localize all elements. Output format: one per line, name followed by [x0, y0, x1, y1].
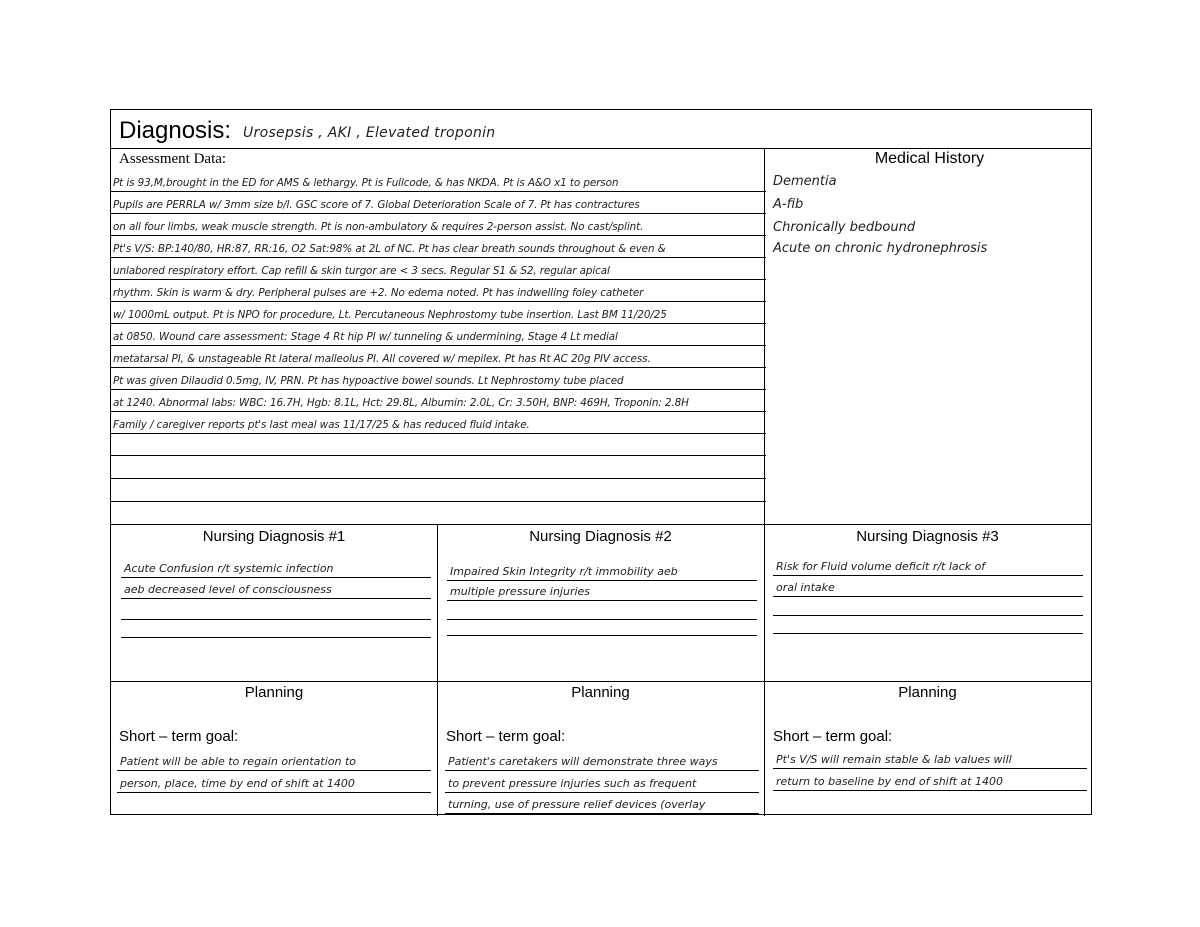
assessment-line: Family / caregiver reports pt's last meal was 11/17/25 & has reduced fluid intake. — [111, 412, 766, 434]
divider — [111, 524, 1091, 525]
goal-line: Patient's caretakers will demonstrate three ways — [445, 749, 759, 771]
medical-history-item: Chronically bedbound — [773, 220, 916, 235]
nursing-diagnosis-line: Impaired Skin Integrity r/t immobility aeb — [447, 561, 757, 581]
goal-line: to prevent pressure injuries such as frequent — [445, 771, 759, 793]
planning-3-title: Planning — [898, 684, 957, 701]
nursing-diagnosis-line — [773, 596, 1083, 616]
planning-2-title: Planning — [571, 684, 630, 701]
assessment-line: unlabored respiratory effort. Cap refill & skin turgor are < 3 secs. Regular S1 & S2, regular apical — [111, 258, 766, 280]
nursing-diagnosis-line: multiple pressure injuries — [447, 581, 757, 601]
short-term-goal-label: Short – term goal: — [446, 728, 566, 745]
nursing-diagnosis-line — [773, 614, 1083, 634]
diagnosis-label: Diagnosis: — [119, 117, 232, 144]
assessment-line: Pupils are PERRLA w/ 3mm size b/l. GSC score of 7. Global Deterioration Scale of 7. Pt has contractures — [111, 192, 766, 214]
nursing-diagnosis-line: aeb decreased level of consciousness — [121, 579, 431, 599]
divider — [111, 681, 1091, 682]
assessment-line — [111, 457, 766, 479]
short-term-goal-label: Short – term goal: — [773, 728, 893, 745]
diagnosis-value: Urosepsis , AKI , Elevated troponin — [243, 125, 496, 141]
assessment-line: on all four limbs, weak muscle strength. Pt is non-ambulatory & requires 2-person assist. No cast/splint. — [111, 214, 766, 236]
nursing-diagnosis-line: Acute Confusion r/t systemic infection — [121, 558, 431, 578]
care-plan-sheet — [110, 109, 1092, 815]
goal-line: Pt's V/S will remain stable & lab values will — [773, 747, 1087, 769]
nursing-diagnosis-line — [121, 600, 431, 620]
nursing-diagnosis-3-title: Nursing Diagnosis #3 — [856, 528, 999, 545]
nursing-diagnosis-line: oral intake — [773, 577, 1083, 597]
planning-1-title: Planning — [244, 684, 304, 701]
diagnosis-row — [111, 110, 1091, 148]
divider — [437, 524, 438, 816]
assessment-line: metatarsal PI, & unstageable Rt lateral malleolus PI. All covered w/ mepilex. Pt has Rt AC 20g PIV access. — [111, 346, 766, 368]
assessment-line: Pt is 93,M,brought in the ED for AMS & lethargy. Pt is Fullcode, & has NKDA. Pt is A&O x1 to person — [111, 170, 766, 192]
assessment-line: Pt was given Dilaudid 0.5mg, IV, PRN. Pt has hypoactive bowel sounds. Lt Nephrostomy tube placed — [111, 368, 766, 390]
nursing-diagnosis-2-title: Nursing Diagnosis #2 — [529, 528, 672, 545]
assessment-line: rhythm. Skin is warm & dry. Peripheral pulses are +2. No edema noted. Pt has indwelling foley catheter — [111, 280, 766, 302]
assessment-line: at 0850. Wound care assessment: Stage 4 Rt hip PI w/ tunneling & undermining, Stage 4 Lt medial — [111, 324, 766, 346]
assessment-line: Pt's V/S: BP:140/80, HR:87, RR:16, O2 Sat:98% at 2L of NC. Pt has clear breath sounds throughout & even & — [111, 236, 766, 258]
nursing-diagnosis-1-title: Nursing Diagnosis #1 — [202, 528, 346, 545]
goal-line: return to baseline by end of shift at 1400 — [773, 769, 1087, 791]
medical-history-title: Medical History — [874, 150, 985, 167]
assessment-line: at 1240. Abnormal labs: WBC: 16.7H, Hgb: 8.1L, Hct: 29.8L, Albumin: 2.0L, Cr: 3.50H, BNP: 469H, Troponin: 2.8H — [111, 390, 766, 412]
assessment-title: Assessment Data: — [119, 151, 227, 167]
assessment-line — [111, 480, 766, 502]
short-term-goal-label: Short – term goal: — [119, 728, 239, 745]
medical-history-item: Acute on chronic hydronephrosis — [773, 241, 988, 256]
nursing-diagnosis-line: Risk for Fluid volume deficit r/t lack of — [773, 556, 1083, 576]
nursing-diagnosis-line — [121, 618, 431, 638]
medical-history-item: A-fib — [773, 197, 804, 212]
assessment-line — [111, 434, 766, 456]
goal-line: Patient will be able to regain orientation to — [117, 749, 431, 771]
medical-history-item: Dementia — [773, 174, 837, 189]
goal-line: person, place, time by end of shift at 1400 — [117, 771, 431, 793]
divider — [111, 148, 1091, 149]
nursing-diagnosis-line — [447, 616, 757, 636]
assessment-line: w/ 1000mL output. Pt is NPO for procedure, Lt. Percutaneous Nephrostomy tube insertion. Last BM 11/20/25 — [111, 302, 766, 324]
divider — [764, 148, 765, 816]
goal-line: turning, use of pressure relief devices (overlay — [445, 792, 759, 814]
